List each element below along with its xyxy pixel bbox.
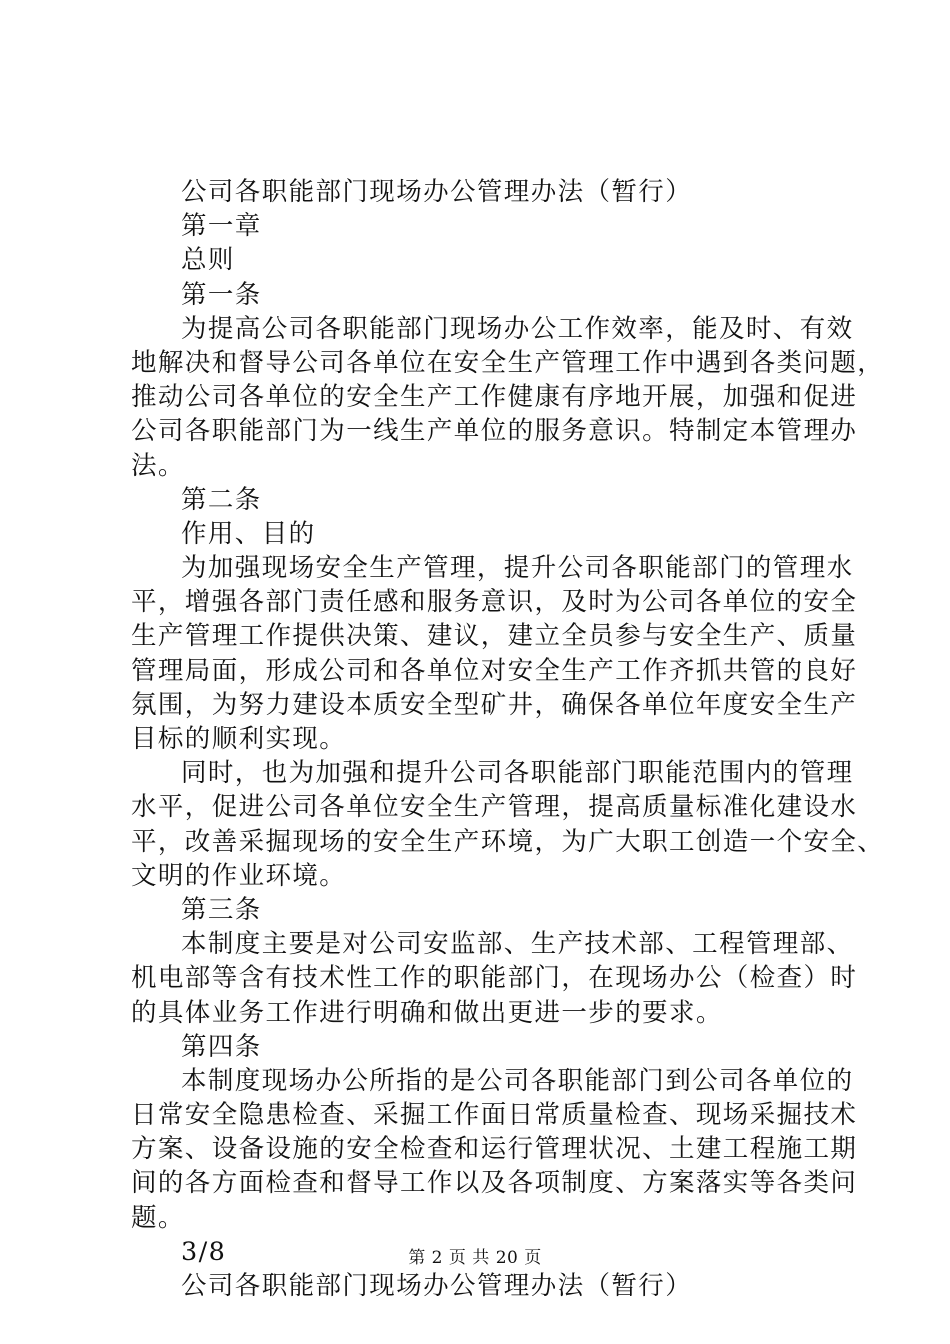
- document-line: 目标的顺利实现。: [131, 724, 347, 754]
- document-line: 为加强现场安全生产管理，提升公司各职能部门的管理水: [181, 553, 854, 584]
- document-line: 第四条: [181, 1031, 262, 1062]
- document-line: 题。: [131, 1202, 185, 1233]
- document-line: 第一条: [181, 279, 262, 310]
- document-line: 地解决和督导公司各单位在安全生产管理工作中遇到各类问题，: [131, 347, 885, 378]
- document-line: 日常安全隐患检查、采掘工作面日常质量检查、现场采掘技术: [131, 1100, 858, 1131]
- document-line: 第二条: [181, 484, 262, 515]
- document-line: 3/8: [181, 1236, 227, 1267]
- document-line: 作用、目的: [181, 518, 316, 549]
- document-line: 氛围，为努力建设本质安全型矿井，确保各单位年度安全生产: [131, 689, 858, 720]
- document-line: 同时，也为加强和提升公司各职能部门职能范围内的管理: [181, 758, 854, 789]
- document-line: 水平，促进公司各单位安全生产管理，提高质量标准化建设水: [131, 792, 858, 823]
- document-line: 生产管理工作提供决策、建议，建立全员参与安全生产、质量: [131, 621, 858, 652]
- document-line: 文明的作业环境。: [131, 860, 347, 891]
- document-line: 第三条: [181, 894, 262, 925]
- document-line: 机电部等含有技术性工作的职能部门，在现场办公（检查）时: [131, 963, 858, 994]
- document-line: 法。: [131, 450, 185, 481]
- document-line: 公司各职能部门为一线生产单位的服务意识。特制定本管理办: [131, 416, 858, 447]
- document-line: 平，增强各部门责任感和服务意识，及时为公司各单位的安全: [131, 587, 858, 618]
- document-body: [131, 175, 885, 1303]
- document-line: 为提高公司各职能部门现场办公工作效率，能及时、有效: [181, 313, 854, 344]
- document-line: 的具体业务工作进行明确和做出更进一步的要求。: [131, 997, 723, 1028]
- document-line: 公司各职能部门现场办公管理办法（暂行）: [181, 177, 693, 207]
- document-line: 方案、设备设施的安全检查和运行管理状况、土建工程施工期: [131, 1134, 858, 1165]
- document-line: 间的各方面检查和督导工作以及各项制度、方案落实等各类问: [131, 1168, 858, 1199]
- document-line: 公司各职能部门现场办公管理办法（暂行）: [181, 1271, 693, 1301]
- page-footer: 第 2 页 共 20 页: [408, 1248, 542, 1268]
- document-line: 推动公司各单位的安全生产工作健康有序地开展，加强和促进: [131, 382, 858, 413]
- document-line: 总则: [181, 245, 235, 276]
- document-line: 本制度主要是对公司安监部、生产技术部、工程管理部、: [181, 929, 854, 960]
- document-line: 第一章: [181, 211, 262, 242]
- document-line: 平，改善采掘现场的安全生产环境，为广大职工创造一个安全、: [131, 826, 885, 857]
- document-line: 管理局面，形成公司和各单位对安全生产工作齐抓共管的良好: [131, 655, 858, 686]
- document-line: 本制度现场办公所指的是公司各职能部门到公司各单位的: [181, 1065, 854, 1096]
